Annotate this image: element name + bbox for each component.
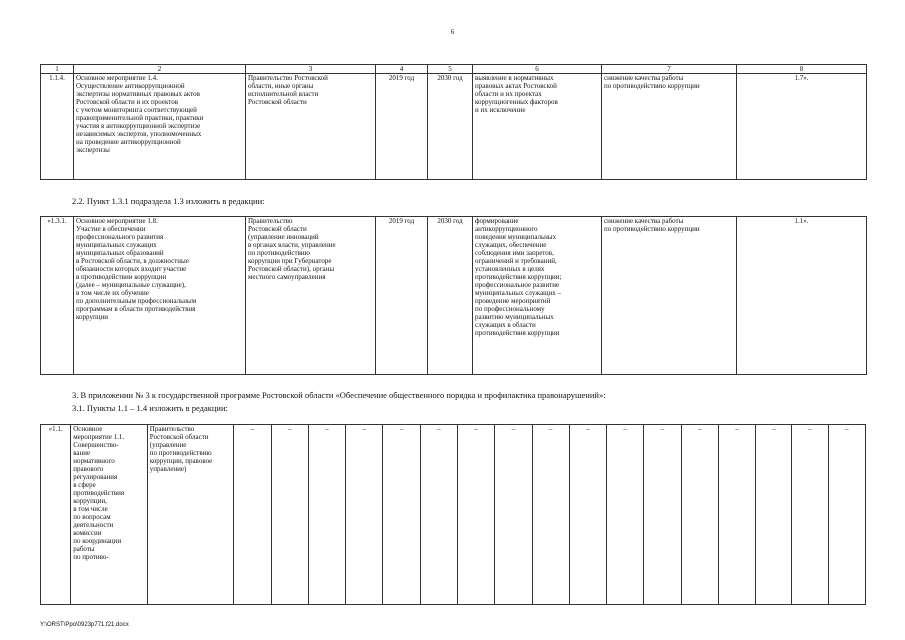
result-cell — [473, 74, 602, 180]
row-number: 1.1.4. — [41, 74, 74, 180]
executor-text: Правительство Ростовской области, иные органы исполнительной власти Ростовской области — [248, 74, 328, 106]
paragraph-3: 3. В приложении № 3 к государственной программе Ростовской области «Обеспечение общественного порядка и профилактика правонарушений»: — [72, 390, 606, 400]
measure-cell — [74, 217, 246, 375]
paragraph-3-1: 3.1. Пункты 1.1 – 1.4 изложить в редакции: — [72, 403, 228, 413]
header-col-5: 5 — [428, 65, 473, 74]
result-text: выявление в нормативных правовых актах Ростовской области и их проектах коррупциогенных факторов и их исключение — [475, 74, 558, 114]
dash-cell: – — [756, 425, 792, 605]
measure-cell — [71, 425, 148, 605]
header-col-6: 6 — [473, 65, 602, 74]
dash-cell: – — [271, 425, 308, 605]
dash-cell: – — [792, 425, 828, 605]
dash-cell: – — [495, 425, 532, 605]
dash-cell: – — [457, 425, 494, 605]
header-col-3: 3 — [246, 65, 376, 74]
measure-text: Основное мероприятие 1.8. Участие в обеспечении профессионального развития муниципальных служащих муниципальных образований в Ростовской области, в должностные обязанности которых входит участие в противодействии коррупции (далее – муниципальные служащие), в том числе их обучение по дополнительным профессиональным программам в области противодействия коррупции — [76, 217, 197, 321]
table-header-row — [41, 65, 867, 74]
dash-cell: – — [234, 425, 271, 605]
dash-cell: – — [420, 425, 457, 605]
start-year: 2019 год — [376, 74, 428, 180]
consequence-cell — [602, 217, 737, 375]
end-year: 2030 год — [428, 217, 473, 375]
executor-cell — [246, 74, 376, 180]
dash-cell: – — [532, 425, 569, 605]
dash-cell: – — [828, 425, 865, 605]
header-col-8: 8 — [737, 65, 867, 74]
page-number: 6 — [450, 28, 455, 36]
table-row — [41, 217, 867, 375]
header-col-1: 1 — [41, 65, 74, 74]
table-measures-1 — [40, 64, 867, 180]
header-col-7: 7 — [602, 65, 737, 74]
executor-cell — [147, 425, 234, 605]
dash-cell: – — [644, 425, 681, 605]
dash-cell: – — [346, 425, 383, 605]
dash-cell: – — [718, 425, 755, 605]
measure-text: Основное мероприятие 1.4. Осуществление антикоррупционной экспертизы нормативных правовых актов Ростовской области и их проектов с учетом мониторинга соответствующей правоприменительной практики, практики участия в антикоррупционной экспертизе независимых экспертов, уполномоченных на проведение антикоррупционной экспертизы — [76, 74, 204, 154]
consequence-text: снижение качества работы по противодействию коррупции — [604, 217, 700, 233]
dash-cell: – — [607, 425, 644, 605]
row-number: «1.1. — [41, 425, 71, 605]
executor-text: Правительство Ростовской области (управление по противодействию коррупции, правовое управление) — [149, 425, 213, 473]
dash-cell: – — [569, 425, 606, 605]
dash-cell: – — [383, 425, 420, 605]
consequence-text: снижение качества работы по противодействию коррупции — [604, 74, 700, 90]
dash-cell: – — [681, 425, 718, 605]
measure-text: Основное мероприятие 1.1. Совершенство- вание нормативного правового регулирования в сфере противодействия коррупции, в том числе по вопросам деятельности комиссии по координации работы по противо- — [73, 425, 125, 561]
table-row — [41, 425, 866, 605]
consequence-cell — [602, 74, 737, 180]
result-cell — [473, 217, 602, 375]
link-cell: 1.1». — [737, 217, 867, 375]
start-year: 2019 год — [376, 217, 428, 375]
executor-text: Правительство Ростовской области (управление инноваций в органах власти, управление по противодействию коррупции при Губернаторе Ростовской области), органы местного самоуправления — [248, 217, 336, 281]
paragraph-2-2: 2.2. Пункт 1.3.1 подраздела 1.3 изложить в редакции: — [72, 196, 265, 206]
executor-cell — [246, 217, 376, 375]
table-measures-2 — [40, 216, 867, 375]
footer-file-path: Y:\ORST\Ppo\0923p771.f21.docx — [40, 622, 129, 628]
header-col-2: 2 — [74, 65, 246, 74]
result-text: формирование антикоррупционного поведения муниципальных служащих, обеспечение соблюдения ими запретов, ограничений и требований, установленных в целях противодействия коррупции; профессиональное развитие муниципальных служащих – проведение мероприятий по профессиональному развитию муниципальных служащих в области противодействия коррупции — [475, 217, 562, 337]
dash-cell: – — [308, 425, 345, 605]
measure-cell — [74, 74, 246, 180]
row-number: «1.3.1. — [41, 217, 74, 375]
header-col-4: 4 — [376, 65, 428, 74]
end-year: 2030 год — [428, 74, 473, 180]
table-measures-3 — [40, 424, 866, 605]
table-row — [41, 74, 867, 180]
link-cell: 1.7». — [737, 74, 867, 180]
